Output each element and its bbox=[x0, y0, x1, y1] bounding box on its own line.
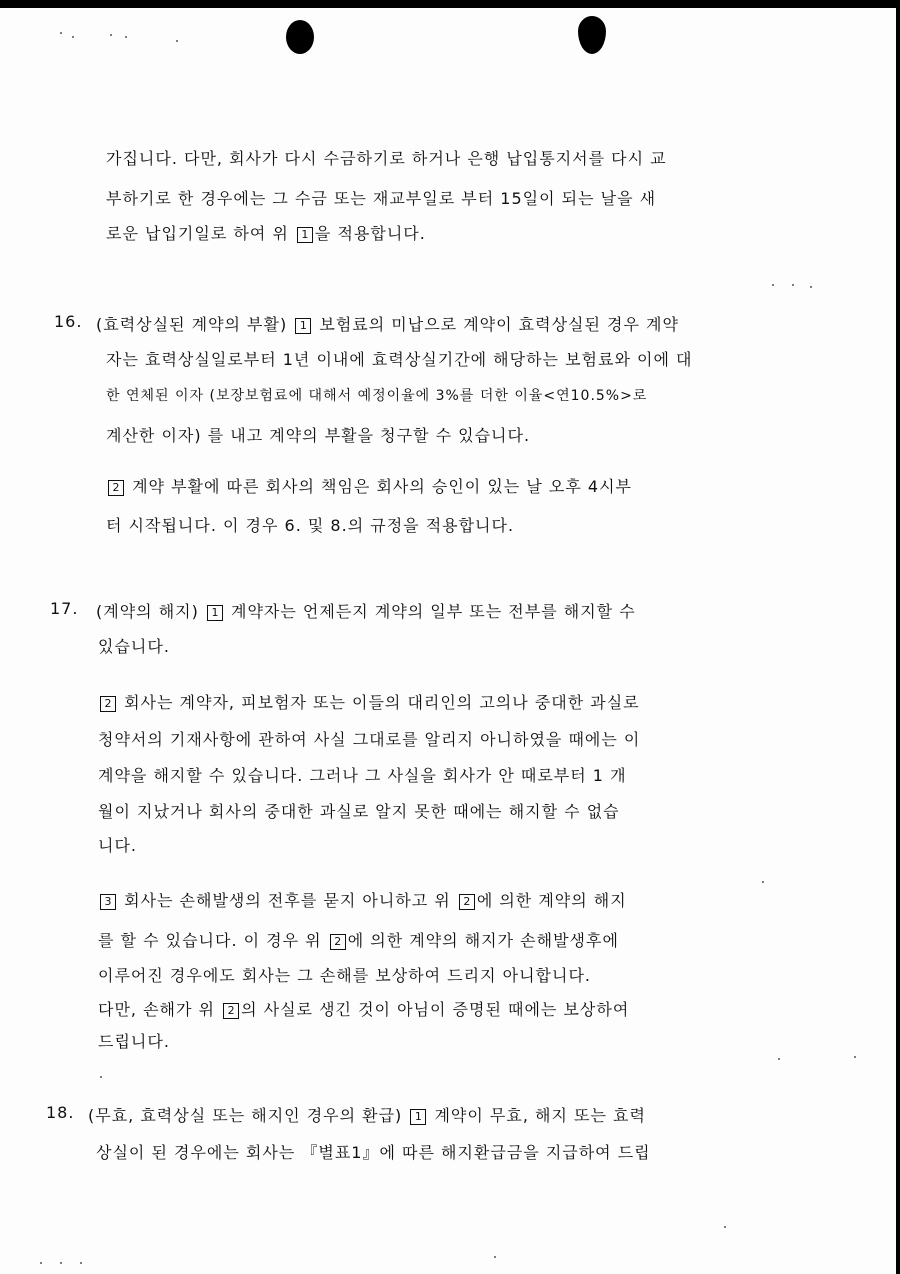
text-line: 다만, 손해가 위 2 의 사실로 생긴 것이 아님이 증명된 때에는 보상하여 bbox=[98, 1000, 630, 1019]
clause-heading-line: (계약의 해지) 1 계약자는 언제든지 계약의 일부 또는 전부를 해지할 수 bbox=[96, 602, 636, 621]
text-line: 2 회사는 계약자, 피보험자 또는 이들의 대리인의 고의나 중대한 과실로 bbox=[98, 690, 640, 713]
text-line: 3 회사는 손해발생의 전후를 묻지 아니하고 위 2 에 의한 계약의 해지 bbox=[98, 888, 627, 911]
clause-number: 16. bbox=[54, 312, 83, 331]
circled-number-mark: 2 bbox=[459, 894, 475, 910]
clause-number: 17. bbox=[50, 599, 79, 618]
circled-number-mark: 1 bbox=[207, 605, 223, 621]
text-line: 부하기로 한 경우에는 그 수금 또는 재교부일로 부터 15일이 되는 날을 새 bbox=[106, 189, 657, 208]
text-line: 자는 효력상실일로부터 1년 이내에 효력상실기간에 해당하는 보험료와 이에 대 bbox=[106, 350, 693, 369]
text-line: 한 연체된 이자 (보장보험료에 대해서 예정이율에 3%를 더한 이율<연10.5%>로 bbox=[106, 388, 648, 404]
clause-heading-line: (무효, 효력상실 또는 해지인 경우의 환급) 1 계약이 무효, 해지 또는 효력 bbox=[88, 1106, 646, 1125]
circled-number-mark: 3 bbox=[100, 894, 116, 910]
punch-hole-right bbox=[578, 16, 606, 54]
text-line: 상실이 된 경우에는 회사는 『별표1』에 따른 해지환급금을 지급하여 드립 bbox=[96, 1143, 651, 1162]
circled-number-mark: 1 bbox=[295, 318, 311, 334]
text-line: 로운 납입기일로 하여 위 1 을 적용합니다. bbox=[106, 224, 426, 243]
circled-number-mark: 2 bbox=[223, 1003, 239, 1019]
text-line: 드립니다. bbox=[98, 1032, 170, 1051]
text-line: 있습니다. bbox=[98, 637, 170, 656]
text-line: 터 시작됩니다. 이 경우 6. 및 8.의 규정을 적용합니다. bbox=[106, 516, 515, 535]
text-line: 월이 지났거나 회사의 중대한 과실로 알지 못한 때에는 해지할 수 없습 bbox=[98, 802, 620, 821]
text-line: 니다. bbox=[98, 836, 137, 855]
scan-right-border bbox=[896, 0, 900, 1274]
clause-number: 18. bbox=[46, 1103, 75, 1122]
punch-hole-left bbox=[286, 20, 314, 54]
text-line: 계산한 이자) 를 내고 계약의 부활을 청구할 수 있습니다. bbox=[106, 426, 531, 445]
text-line: 가집니다. 다만, 회사가 다시 수금하기로 하거나 은행 납입통지서를 다시 교 bbox=[106, 149, 667, 168]
circled-number-mark: 2 bbox=[100, 696, 116, 712]
clause-heading-line: (효력상실된 계약의 부활) 1 보험료의 미납으로 계약이 효력상실된 경우 계약 bbox=[96, 315, 679, 334]
circled-number-mark: 1 bbox=[410, 1109, 426, 1125]
text-line: 이루어진 경우에도 회사는 그 손해를 보상하여 드리지 아니합니다. bbox=[98, 966, 592, 985]
circled-number-mark: 2 bbox=[108, 480, 124, 496]
text-line: 청약서의 기재사항에 관하여 사실 그대로를 알리지 아니하였을 때에는 이 bbox=[98, 730, 641, 749]
text-line: 2 계약 부활에 따른 회사의 책임은 회사의 승인이 있는 날 오후 4시부 bbox=[106, 474, 632, 497]
text-line: 계약을 해지할 수 있습니다. 그러나 그 사실을 회사가 안 때로부터 1 개 bbox=[98, 766, 627, 785]
scan-top-border bbox=[0, 0, 900, 8]
circled-number-mark: 2 bbox=[330, 934, 346, 950]
text-line: 를 할 수 있습니다. 이 경우 위 2 에 의한 계약의 해지가 손해발생후에 bbox=[98, 931, 619, 950]
circled-number-mark: 1 bbox=[297, 227, 313, 243]
